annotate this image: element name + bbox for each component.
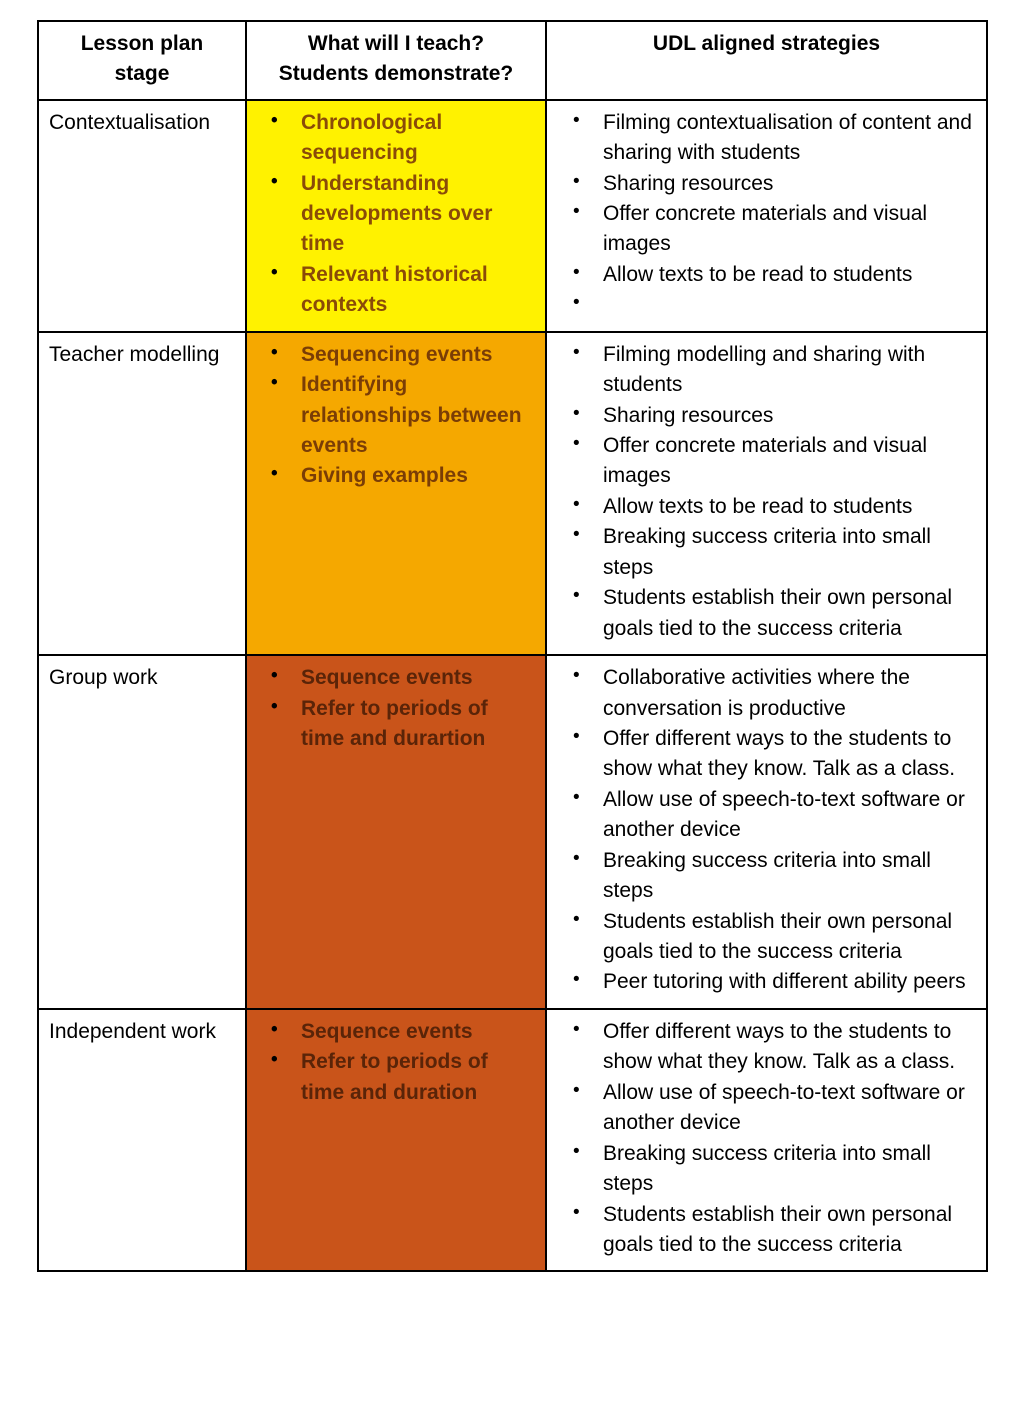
header-teach-line1: What will I teach? xyxy=(307,32,485,55)
header-udl-line1: UDL aligned strategies xyxy=(652,32,881,55)
table-header-row xyxy=(38,21,987,100)
table-row xyxy=(38,332,987,655)
list-item: • Offer concrete materials and visual images xyxy=(557,199,976,260)
list-item: • Offer concrete materials and visual images xyxy=(557,431,976,492)
udl-cell xyxy=(546,655,987,1009)
list-item: • Filming modelling and sharing with students xyxy=(557,340,976,401)
list-item: • Collaborative activities where the conversation is productive xyxy=(557,663,976,724)
teach-bullet-list xyxy=(257,1017,535,1108)
udl-bullet-list xyxy=(557,1017,976,1261)
list-item: • Offer different ways to the students to show what they know. Talk as a class. xyxy=(557,724,976,785)
list-item: • Refer to periods of time and durartion xyxy=(257,694,535,755)
table-row xyxy=(38,1009,987,1272)
header-lesson-plan-stage xyxy=(38,21,246,100)
stage-cell: Teacher modelling xyxy=(38,332,246,655)
list-item: • Breaking success criteria into small steps xyxy=(557,522,976,583)
stage-cell: Independent work xyxy=(38,1009,246,1272)
stage-cell: Contextualisation xyxy=(38,100,246,332)
udl-cell xyxy=(546,100,987,332)
list-item: • Allow use of speech-to-text software or another device xyxy=(557,785,976,846)
udl-cell xyxy=(546,332,987,655)
list-item: • Filming contextualisation of content and sharing with students xyxy=(557,108,976,169)
udl-bullet-list xyxy=(557,663,976,998)
list-item: • Offer different ways to the students to show what they know. Talk as a class. xyxy=(557,1017,976,1078)
udl-bullet-list xyxy=(557,340,976,644)
header-udl-aligned-strategies xyxy=(546,21,987,100)
list-item: • Peer tutoring with different ability peers xyxy=(557,967,976,997)
list-item: • Sharing resources xyxy=(557,401,976,431)
header-what-will-i-teach xyxy=(246,21,546,100)
list-item: • Sequence events xyxy=(257,1017,535,1047)
list-item: • Relevant historical contexts xyxy=(257,260,535,321)
list-item: • Sharing resources xyxy=(557,169,976,199)
list-item: • Sequence events xyxy=(257,663,535,693)
teach-cell xyxy=(246,655,546,1009)
list-item: • Giving examples xyxy=(257,461,535,491)
list-item: • Sequencing events xyxy=(257,340,535,370)
list-item: • Students establish their own personal goals tied to the success criteria xyxy=(557,583,976,644)
list-item: • Students establish their own personal goals tied to the success criteria xyxy=(557,1200,976,1261)
list-item: • Allow texts to be read to students xyxy=(557,492,976,522)
list-item: • Chronological sequencing xyxy=(257,108,535,169)
list-item: • Understanding developments over time xyxy=(257,169,535,260)
list-item: • Refer to periods of time and duration xyxy=(257,1047,535,1108)
list-item: • Identifying relationships between events xyxy=(257,370,535,461)
teach-cell xyxy=(246,332,546,655)
table-body xyxy=(38,100,987,1272)
list-item-empty xyxy=(557,290,976,316)
list-item: • Students establish their own personal goals tied to the success criteria xyxy=(557,907,976,968)
header-stage-line2: stage xyxy=(114,61,170,85)
teach-bullet-list xyxy=(257,340,535,492)
udl-bullet-list xyxy=(557,108,976,317)
list-item: • Breaking success criteria into small steps xyxy=(557,846,976,907)
table-row xyxy=(38,655,987,1009)
teach-bullet-list xyxy=(257,663,535,754)
list-item: • Allow use of speech-to-text software or another device xyxy=(557,1078,976,1139)
teach-cell xyxy=(246,1009,546,1272)
udl-cell xyxy=(546,1009,987,1272)
list-item: • Breaking success criteria into small steps xyxy=(557,1139,976,1200)
table-row xyxy=(38,100,987,332)
lesson-plan-table xyxy=(37,20,988,1272)
teach-bullet-list xyxy=(257,108,535,321)
teach-cell xyxy=(246,100,546,332)
header-teach-line2: Students demonstrate? xyxy=(278,61,514,85)
header-stage-line1: Lesson plan xyxy=(80,32,204,55)
list-item: • Allow texts to be read to students xyxy=(557,260,976,290)
stage-cell: Group work xyxy=(38,655,246,1009)
